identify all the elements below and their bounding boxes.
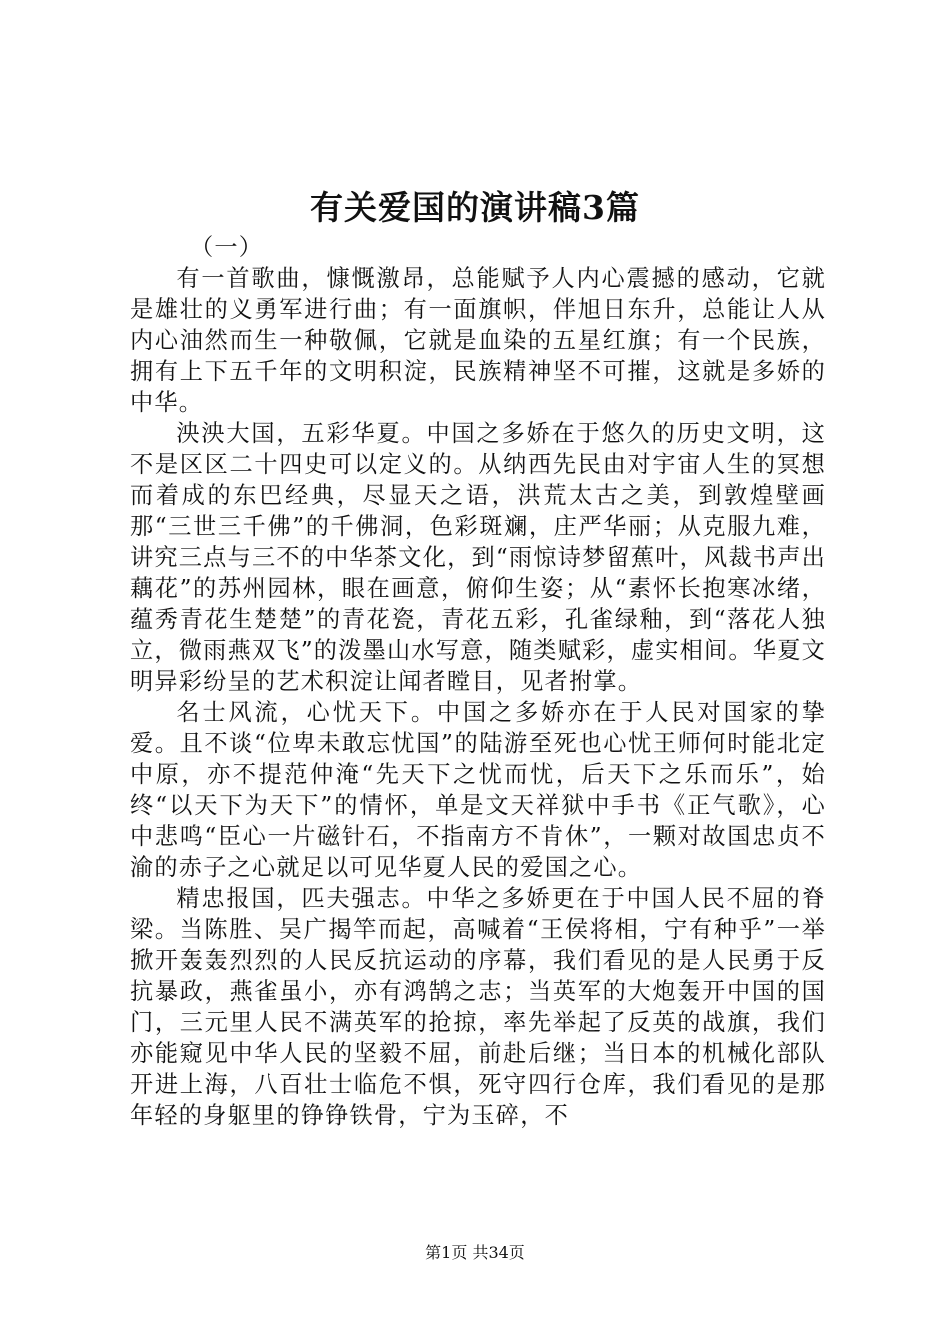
document-title: 有关爱国的演讲稿3篇	[310, 188, 640, 227]
paragraph: 泱泱大国，五彩华夏。中国之多娇在于悠久的历史文明，这不是区区二十四史可以定义的。从纳西先民由对宇宙人生的冥想而着成的东巴经典，尽显天之语，洪荒太古之美，到敦煌壁画那“三世三千佛”的千佛洞，色彩斑斓，庄严华丽；从克服九难，讲究三点与三不的中华茶文化，到“雨惊诗梦留蕉叶，风裁书声出藕花”的苏州园林，眼在画意，俯仰生姿；从“素怀长抱寒冰绪，蕴秀青花生楚楚”的青花瓷，青花五彩，孔雀绿釉，到“落花人独立，微雨燕双飞”的泼墨山水写意，随类赋彩，虚实相间。华夏文明异彩纷呈的艺术积淀让闻者瞠目，见者拊掌。	[130, 420, 826, 695]
paragraph: 有一首歌曲，慷慨激昂，总能赋予人内心震撼的感动，它就是雄壮的义勇军进行曲；有一面旗帜，伴旭日东升，总能让人从内心油然而生一种敬佩，它就是血染的五星红旗；有一个民族，拥有上下五千年的文明积淀，民族精神坚不可摧，这就是多娇的中华。	[130, 265, 826, 416]
paragraph: 精忠报国，匹夫强志。中华之多娇更在于中国人民不屈的脊梁。当陈胜、吴广揭竿而起，高喊着“王侯将相，宁有种乎”一举掀开轰轰烈烈的人民反抗运动的序幕，我们看见的是人民勇于反抗暴政，燕雀虽小，亦有鸿鹄之志；当英军的大炮轰开中国的国门，三元里人民不满英军的抢掠，率先举起了反英的战旗，我们亦能窥见中华人民的坚毅不屈，前赴后继；当日本的机械化部队开进上海，八百壮士临危不惧，死守四行仓库，我们看见的是那年轻的身躯里的铮铮铁骨，宁为玉碎，不	[130, 885, 826, 1129]
paragraph: 名士风流，心忧天下。中国之多娇亦在于人民对国家的挚爱。且不谈“位卑未敢忘忧国”的陆游至死也心忧王师何时能北定中原，亦不提范仲淹“先天下之忧而忧，后天下之乐而乐”，始终“以天下为天下”的情怀，单是文天祥狱中手书《正气歌》，心中悲鸣“臣心一片磁针石，不指南方不肯休”，一颗对故国忠贞不渝的赤子之心就足以可见华夏人民的爱国之心。	[130, 699, 826, 881]
document-body	[130, 232, 826, 1131]
section-label: （一）	[190, 234, 264, 261]
page-footer: 第1页 共34页	[425, 1243, 525, 1262]
